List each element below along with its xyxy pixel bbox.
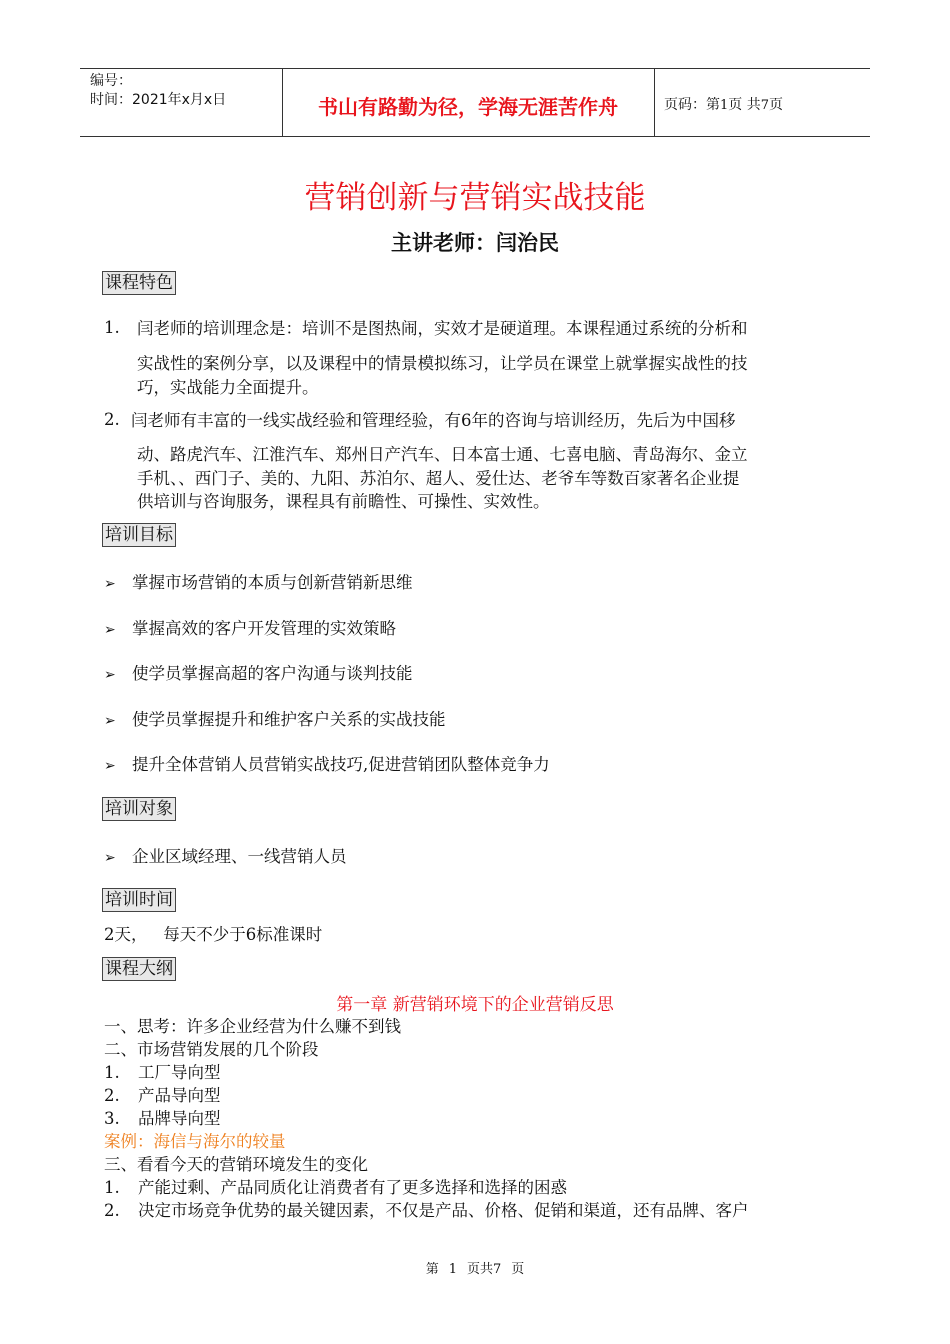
page-header [80,68,870,137]
arrow-bullet-icon: ➢ [104,667,116,683]
page-current: 1 [720,98,729,113]
outline-item-1: 一、思考：许多企业经营为什么赚不到钱 [104,1017,401,1036]
stage-item: 1. 工厂导向型 [104,1063,221,1082]
header-page-cell [654,69,870,136]
header-page-info [664,94,783,114]
header-meta [80,69,283,136]
goal-item: ➢ 提升全体营销人员营销实战技巧,促进营销团队整体竞争力 [104,755,550,774]
section-features-heading: 课程特色 [102,271,176,295]
page-suffix: 页 [769,97,784,113]
feature-2-line-1: 闫老师有丰富的一线实战经验和管理经验，有6年的咨询与培训经历，先后为中国移 [131,411,736,430]
audience-item: ➢ 企业区域经理、一线营销人员 [104,847,347,866]
change-item: 1. 产能过剩、产品同质化让消费者有了更多选择和选择的困惑 [104,1178,567,1197]
outline-item-2: 二、市场营销发展的几个阶段 [104,1040,319,1059]
arrow-bullet-icon: ➢ [104,713,116,729]
section-outline-heading: 课程大纲 [102,957,176,981]
goal-item: ➢ 掌握高效的客户开发管理的实效策略 [104,619,396,638]
footer-current: 1 [448,1262,457,1277]
section-duration-heading: 培训时间 [102,888,176,912]
duration-text: 2天， 每天不少于6标准课时 [104,925,323,944]
footer-total: 7 [493,1262,502,1277]
section-audience-heading: 培训对象 [102,797,176,821]
case-study-label: 案例：海信与海尔的较量 [104,1132,286,1151]
header-motto: 书山有路勤为径，学海无涯苦作舟 [318,95,618,119]
section-goals-heading: 培训目标 [102,523,176,547]
goal-item: ➢ 使学员掌握提升和维护客户关系的实战技能 [104,710,446,729]
feature-2-line-4: 供培训与咨询服务，课程具有前瞻性、可操性、实效性。 [137,492,550,511]
feature-2-number: 2. [104,410,120,429]
feature-1-line-1: 闫老师的培训理念是：培训不是图热闹，实效才是硬道理。本课程通过系统的分析和 [137,319,748,338]
change-item: 2. 决定市场竞争优势的最关键因素，不仅是产品、价格、促销和渠道，还有品牌、客户 [104,1201,749,1220]
page-total: 7 [760,98,770,113]
arrow-bullet-icon: ➢ [104,758,116,774]
page-mid: 页 共 [728,97,761,113]
goal-item: ➢ 使学员掌握高超的客户沟通与谈判技能 [104,664,413,683]
feature-1-line-3: 巧，实战能力全面提升。 [137,378,319,397]
goal-item: ➢ 掌握市场营销的本质与创新营销新思维 [104,573,413,592]
arrow-bullet-icon: ➢ [104,850,116,866]
arrow-bullet-icon: ➢ [104,622,116,638]
feature-2-line-3: 手机、、西门子、美的、九阳、苏泊尔、超人、爱仕达、老爷车等数百家著名企业提 [137,469,740,488]
footer-last: 页 [511,1262,525,1277]
doc-title: 营销创新与营销实战技能 [304,180,646,216]
feature-1-number: 1. [104,318,120,337]
stage-item: 2. 产品导向型 [104,1086,221,1105]
feature-2-line-2: 动、路虎汽车、江淮汽车、郑州日产汽车、日本富士通、七喜电脑、青岛海尔、金立 [137,445,748,464]
footer-mid: 页共 [466,1262,493,1277]
header-motto-cell [282,69,655,136]
page-footer [0,1258,950,1277]
doc-number-label: 编号： [90,73,132,89]
footer-first: 第 [425,1262,439,1277]
doc-time-label: 时间：2021年x月x日 [90,92,227,108]
doc-subtitle: 主讲老师：闫治民 [391,231,559,255]
chapter-1-title: 第一章 新营销环境下的企业营销反思 [336,995,614,1015]
outline-item-3: 三、看看今天的营销环境发生的变化 [104,1155,368,1174]
page-prefix: 页码：第 [664,97,720,113]
arrow-bullet-icon: ➢ [104,576,116,592]
stage-item: 3. 品牌导向型 [104,1109,221,1128]
feature-1-line-2: 实战性的案例分享，以及课程中的情景模拟练习，让学员在课堂上就掌握实战性的技 [137,354,748,373]
